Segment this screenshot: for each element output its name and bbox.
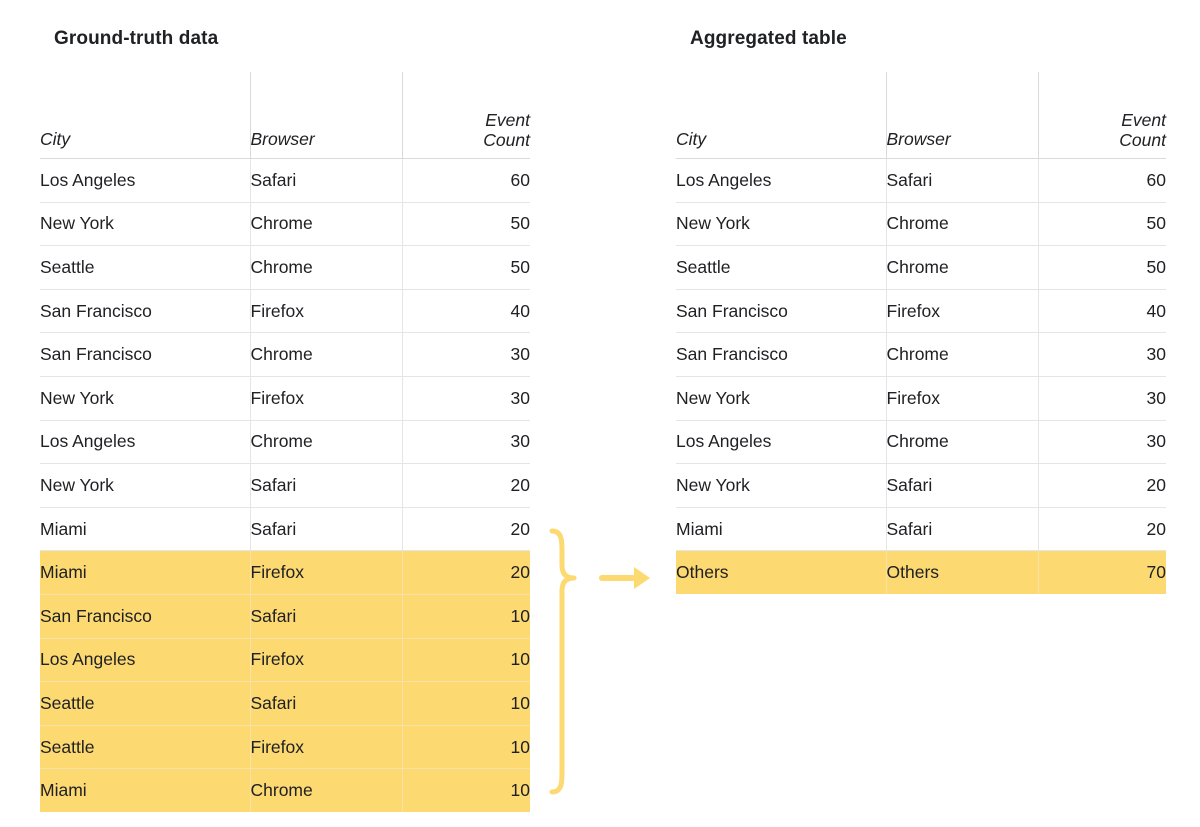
cell-city: San Francisco bbox=[40, 594, 250, 638]
column-header-event-count-line1: Event bbox=[485, 109, 530, 130]
cell-event-count: 50 bbox=[402, 246, 530, 290]
cell-city: Others bbox=[676, 551, 886, 594]
cell-city: San Francisco bbox=[40, 289, 250, 333]
cell-browser: Firefox bbox=[886, 376, 1038, 420]
cell-browser: Firefox bbox=[250, 551, 402, 595]
cell-city: Miami bbox=[40, 507, 250, 551]
cell-browser: Firefox bbox=[250, 638, 402, 682]
ground-truth-panel bbox=[40, 28, 530, 812]
table-row bbox=[676, 376, 1166, 420]
column-header-city: City bbox=[40, 72, 250, 159]
table-row bbox=[676, 464, 1166, 508]
cell-browser: Chrome bbox=[250, 769, 402, 812]
cell-event-count: 10 bbox=[402, 594, 530, 638]
table-header-row bbox=[40, 72, 530, 159]
cell-event-count: 70 bbox=[1038, 551, 1166, 594]
cell-browser: Safari bbox=[250, 159, 402, 203]
cell-city: San Francisco bbox=[676, 289, 886, 333]
cell-event-count: 20 bbox=[402, 551, 530, 595]
cell-event-count: 60 bbox=[1038, 159, 1166, 203]
cell-city: New York bbox=[40, 376, 250, 420]
table-row bbox=[40, 202, 530, 246]
cell-city: San Francisco bbox=[676, 333, 886, 377]
cell-city: Miami bbox=[40, 769, 250, 812]
cell-browser: Safari bbox=[250, 594, 402, 638]
cell-event-count: 50 bbox=[402, 202, 530, 246]
column-header-browser: Browser bbox=[886, 72, 1038, 159]
cell-city: Los Angeles bbox=[676, 159, 886, 203]
cell-city: Los Angeles bbox=[40, 638, 250, 682]
cell-city: Seattle bbox=[676, 246, 886, 290]
cell-browser: Chrome bbox=[250, 420, 402, 464]
column-header-event-count-line2: Count bbox=[483, 129, 530, 150]
table-row-highlighted bbox=[40, 769, 530, 812]
cell-event-count: 30 bbox=[402, 420, 530, 464]
table-header-row bbox=[676, 72, 1166, 159]
cell-city: Los Angeles bbox=[676, 420, 886, 464]
cell-event-count: 30 bbox=[1038, 376, 1166, 420]
connector-area bbox=[530, 0, 680, 822]
aggregated-title: Aggregated table bbox=[690, 28, 847, 49]
cell-event-count: 30 bbox=[402, 376, 530, 420]
column-header-event-count-line1: Event bbox=[1121, 109, 1166, 130]
cell-city: Seattle bbox=[40, 682, 250, 726]
table-row-highlighted bbox=[40, 551, 530, 595]
table-row-highlighted bbox=[676, 551, 1166, 594]
table-row bbox=[40, 420, 530, 464]
cell-browser: Chrome bbox=[250, 246, 402, 290]
table-row bbox=[40, 246, 530, 290]
cell-event-count: 10 bbox=[402, 769, 530, 812]
table-row bbox=[40, 159, 530, 203]
table-row bbox=[676, 289, 1166, 333]
table-row bbox=[676, 246, 1166, 290]
cell-city: New York bbox=[40, 464, 250, 508]
cell-browser: Firefox bbox=[250, 725, 402, 769]
table-row-highlighted bbox=[40, 725, 530, 769]
cell-event-count: 50 bbox=[1038, 202, 1166, 246]
cell-browser: Chrome bbox=[886, 420, 1038, 464]
table-row bbox=[676, 159, 1166, 203]
ground-truth-table-body bbox=[40, 159, 530, 812]
cell-event-count: 40 bbox=[1038, 289, 1166, 333]
aggregated-table bbox=[676, 72, 1166, 594]
cell-browser: Firefox bbox=[886, 289, 1038, 333]
column-header-event-count bbox=[1038, 72, 1166, 159]
table-row bbox=[676, 333, 1166, 377]
cell-city: Seattle bbox=[40, 246, 250, 290]
cell-event-count: 30 bbox=[1038, 333, 1166, 377]
cell-city: Seattle bbox=[40, 725, 250, 769]
aggregated-table-body bbox=[676, 159, 1166, 594]
table-row-highlighted bbox=[40, 638, 530, 682]
cell-city: New York bbox=[676, 376, 886, 420]
cell-city: New York bbox=[676, 202, 886, 246]
table-row bbox=[676, 420, 1166, 464]
cell-browser: Others bbox=[886, 551, 1038, 594]
cell-city: New York bbox=[40, 202, 250, 246]
table-row bbox=[676, 202, 1166, 246]
cell-browser: Safari bbox=[886, 507, 1038, 551]
cell-event-count: 50 bbox=[1038, 246, 1166, 290]
cell-event-count: 40 bbox=[402, 289, 530, 333]
cell-browser: Chrome bbox=[886, 202, 1038, 246]
cell-city: New York bbox=[676, 464, 886, 508]
cell-browser: Safari bbox=[250, 464, 402, 508]
brace-arrow-icon bbox=[530, 0, 680, 822]
cell-event-count: 20 bbox=[402, 507, 530, 551]
cell-city: Miami bbox=[676, 507, 886, 551]
cell-browser: Safari bbox=[250, 507, 402, 551]
column-header-city: City bbox=[676, 72, 886, 159]
cell-browser: Safari bbox=[250, 682, 402, 726]
cell-event-count: 10 bbox=[402, 725, 530, 769]
cell-browser: Firefox bbox=[250, 376, 402, 420]
cell-event-count: 10 bbox=[402, 682, 530, 726]
cell-event-count: 30 bbox=[1038, 420, 1166, 464]
table-row bbox=[40, 464, 530, 508]
aggregated-panel bbox=[676, 28, 1166, 594]
table-row bbox=[40, 333, 530, 377]
table-row bbox=[40, 376, 530, 420]
ground-truth-table bbox=[40, 72, 530, 812]
cell-city: Los Angeles bbox=[40, 420, 250, 464]
cell-city: Miami bbox=[40, 551, 250, 595]
cell-city: San Francisco bbox=[40, 333, 250, 377]
column-header-browser: Browser bbox=[250, 72, 402, 159]
table-row bbox=[676, 507, 1166, 551]
cell-event-count: 10 bbox=[402, 638, 530, 682]
cell-event-count: 30 bbox=[402, 333, 530, 377]
cell-browser: Chrome bbox=[250, 333, 402, 377]
column-header-event-count-line2: Count bbox=[1119, 129, 1166, 150]
column-header-event-count bbox=[402, 72, 530, 159]
cell-event-count: 60 bbox=[402, 159, 530, 203]
cell-browser: Firefox bbox=[250, 289, 402, 333]
ground-truth-title: Ground-truth data bbox=[54, 28, 219, 49]
cell-browser: Safari bbox=[886, 464, 1038, 508]
cell-event-count: 20 bbox=[402, 464, 530, 508]
table-row-highlighted bbox=[40, 682, 530, 726]
table-row-highlighted bbox=[40, 594, 530, 638]
cell-browser: Chrome bbox=[886, 246, 1038, 290]
cell-event-count: 20 bbox=[1038, 464, 1166, 508]
cell-browser: Safari bbox=[886, 159, 1038, 203]
cell-browser: Chrome bbox=[250, 202, 402, 246]
cell-event-count: 20 bbox=[1038, 507, 1166, 551]
table-row bbox=[40, 507, 530, 551]
cell-city: Los Angeles bbox=[40, 159, 250, 203]
table-row bbox=[40, 289, 530, 333]
cell-browser: Chrome bbox=[886, 333, 1038, 377]
